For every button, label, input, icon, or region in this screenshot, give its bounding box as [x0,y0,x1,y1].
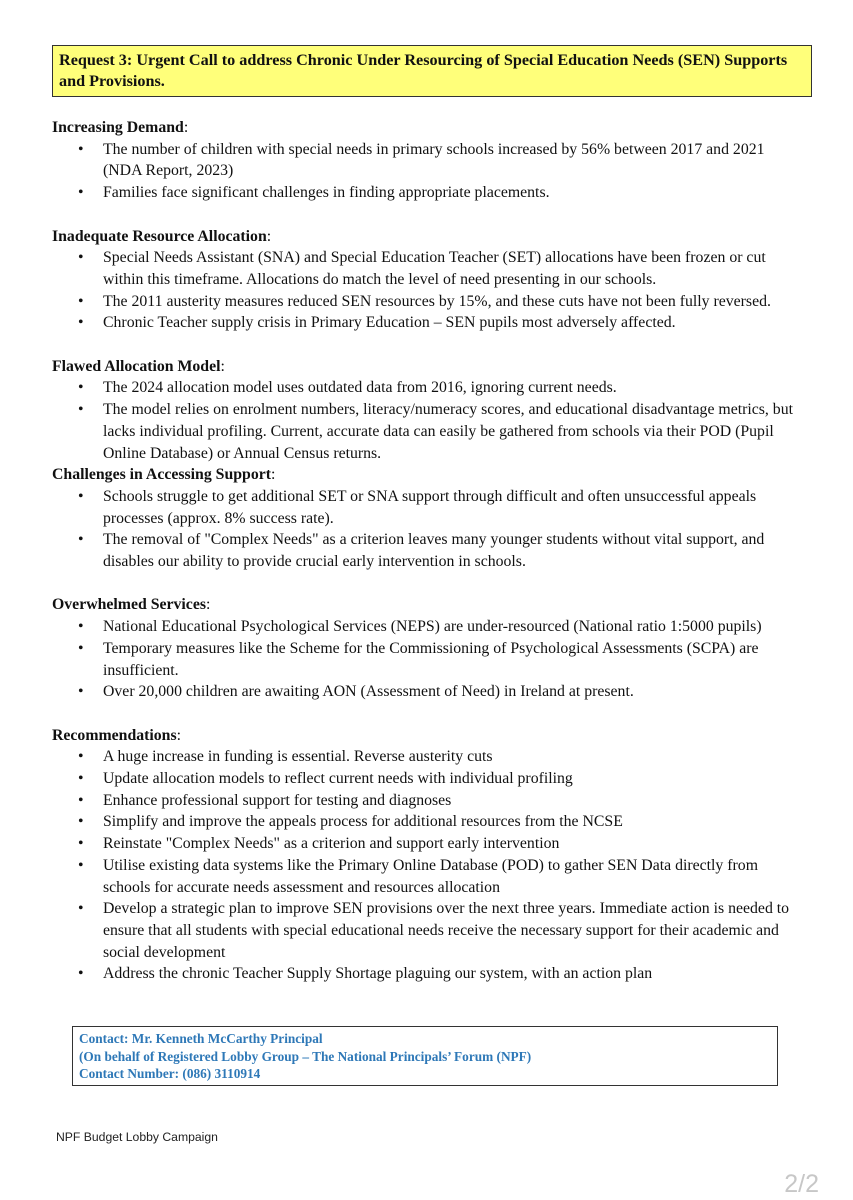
list-item: • The number of children with special needs in primary schools increased by 56% between 2017 and 2021 (NDA Report, 2023) [52,139,802,182]
contact-organisation: (On behalf of Registered Lobby Group – The National Principals’ Forum (NPF) [79,1048,532,1064]
list-item: • Chronic Teacher supply crisis in Primary Education – SEN pupils most adversely affected. [52,312,802,334]
section-increasing-demand [52,117,802,204]
bullet-list [52,746,802,985]
section-heading: Recommendations: [52,726,181,744]
footer-text: NPF Budget Lobby Campaign [56,1130,218,1144]
bullet-list [52,139,802,204]
list-item: • Families face significant challenges in finding appropriate placements. [52,182,802,204]
section-flawed-allocation-model [52,356,802,465]
list-item: • Utilise existing data systems like the Primary Online Database (POD) to gather SEN Data directly from schools for accurate needs assessment and resources allocation [52,855,802,898]
list-item: • Special Needs Assistant (SNA) and Special Education Teacher (SET) allocations have been frozen or cut within this timeframe. Allocations do match the level of need presenting in our schools. [52,247,802,290]
request-title-banner [52,45,812,97]
bullet-list [52,616,802,703]
bullet-list [52,377,802,464]
bullet-list [52,486,802,573]
contact-name: Contact: Mr. Kenneth McCarthy Principal [79,1031,323,1046]
list-item: • The model relies on enrolment numbers, literacy/numeracy scores, and educational disadvantage metrics, but lacks individual profiling. Current, accurate data can easily be gathered from schools via their POD (Pupil Online Database) or Annual Census returns. [52,399,802,464]
list-item: • The removal of "Complex Needs" as a criterion leaves many younger students without vital support, and disables our ability to provide crucial early intervention in schools. [52,529,802,572]
list-item: • Over 20,000 children are awaiting AON (Assessment of Need) in Ireland at present. [52,681,802,703]
list-item: • Simplify and improve the appeals process for additional resources from the NCSE [52,811,802,833]
document-body [52,117,802,985]
list-item: • Address the chronic Teacher Supply Shortage plaguing our system, with an action plan [52,963,802,985]
list-item: • A huge increase in funding is essential. Reverse austerity cuts [52,746,802,768]
section-heading: Increasing Demand: [52,119,189,136]
list-item: • Develop a strategic plan to improve SEN provisions over the next three years. Immediate action is needed to ensure that all students with special educational needs receive the necessary support for their academic and social development [52,898,802,963]
section-recommendations [52,725,802,985]
list-item: • Temporary measures like the Scheme for the Commissioning of Psychological Assessments (SCPA) are insufficient. [52,638,802,681]
section-challenges-accessing-support [52,464,802,573]
bullet-list [52,247,802,334]
list-item: • Enhance professional support for testing and diagnoses [52,790,802,812]
section-heading: Challenges in Accessing Support: [52,466,276,484]
section-overwhelmed-services [52,594,802,703]
list-item: • Schools struggle to get additional SET or SNA support through difficult and often unsuccessful appeals processes (approx. 8% success rate). [52,486,802,529]
section-heading: Flawed Allocation Model: [52,357,225,375]
list-item: • The 2011 austerity measures reduced SEN resources by 15%, and these cuts have not been fully reversed. [52,291,802,313]
section-heading: Inadequate Resource Allocation: [52,227,272,245]
contact-number: Contact Number: (086) 3110914 [79,1066,261,1082]
list-item: • Reinstate "Complex Needs" as a criterion and support early intervention [52,833,802,855]
list-item: • Update allocation models to reflect current needs with individual profiling [52,768,802,790]
section-heading: Overwhelmed Services: [52,596,211,614]
list-item: • National Educational Psychological Services (NEPS) are under-resourced (National ratio 1:5000 pupils) [52,616,802,638]
request-title: Request 3: Urgent Call to address Chronic Under Resourcing of Special Education Needs (SEN) Supports and Provisions. [59,51,788,90]
page-number: 2/2 [784,1170,819,1198]
section-inadequate-resource-allocation [52,226,802,335]
list-item: • The 2024 allocation model uses outdated data from 2016, ignoring current needs. [52,377,802,399]
contact-box [72,1026,778,1086]
